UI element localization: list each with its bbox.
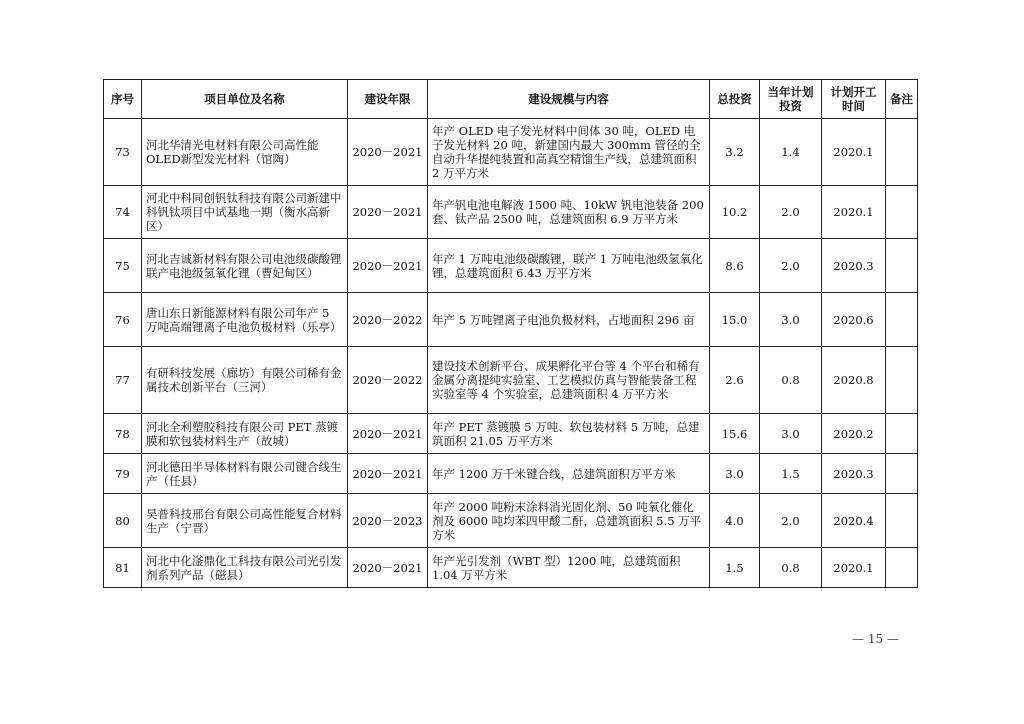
table-row	[104, 414, 918, 454]
table-row	[104, 548, 918, 588]
cell-no: 79	[104, 454, 142, 494]
cell-no: 77	[104, 347, 142, 414]
cell-unit: 河北吉诚新材料有限公司电池级碳酸锂联产电池级氢氧化锂（曹妃甸区）	[142, 239, 348, 293]
cell-content: 年产光引发剂（WBT 型）1200 吨，总建筑面积 1.04 万平方米	[428, 548, 710, 588]
cell-year-plan: 0.8	[760, 548, 822, 588]
cell-start: 2020.1	[822, 186, 886, 239]
cell-no: 75	[104, 239, 142, 293]
cell-years: 2020－2021	[348, 186, 428, 239]
header-total: 总投资	[710, 80, 760, 119]
cell-note	[886, 414, 918, 454]
cell-total: 15.0	[710, 293, 760, 347]
cell-start: 2020.8	[822, 347, 886, 414]
cell-years: 2020－2022	[348, 347, 428, 414]
cell-start: 2020.3	[822, 454, 886, 494]
cell-year-plan: 2.0	[760, 239, 822, 293]
cell-unit: 河北德田半导体材料有限公司键合线生产（任县）	[142, 454, 348, 494]
header-no: 序号	[104, 80, 142, 119]
cell-content: 年产 PET 蒸镀膜 5 万吨、软包装材料 5 万吨，总建筑面积 21.05 万平方米	[428, 414, 710, 454]
cell-years: 2020－2021	[348, 548, 428, 588]
cell-no: 73	[104, 119, 142, 186]
table-row	[104, 186, 918, 239]
cell-year-plan: 0.8	[760, 347, 822, 414]
cell-note	[886, 454, 918, 494]
header-years: 建设年限	[348, 80, 428, 119]
cell-note	[886, 548, 918, 588]
page-number: — 15 —	[852, 632, 899, 646]
cell-note	[886, 119, 918, 186]
table-row	[104, 239, 918, 293]
cell-total: 4.0	[710, 494, 760, 548]
header-note: 备注	[886, 80, 918, 119]
cell-total: 15.6	[710, 414, 760, 454]
cell-note	[886, 186, 918, 239]
cell-no: 76	[104, 293, 142, 347]
cell-year-plan: 3.0	[760, 414, 822, 454]
table-row	[104, 119, 918, 186]
cell-years: 2020－2021	[348, 414, 428, 454]
cell-years: 2020－2021	[348, 119, 428, 186]
header-unit: 项目单位及名称	[142, 80, 348, 119]
table-row	[104, 293, 918, 347]
cell-years: 2020－2022	[348, 293, 428, 347]
cell-content: 年产 1 万吨电池级碳酸锂，联产 1 万吨电池级氢氧化锂，总建筑面积 6.43 万平方米	[428, 239, 710, 293]
cell-note	[886, 347, 918, 414]
cell-total: 2.6	[710, 347, 760, 414]
cell-total: 10.2	[710, 186, 760, 239]
cell-total: 8.6	[710, 239, 760, 293]
cell-start: 2020.1	[822, 548, 886, 588]
header-year-plan: 当年计划投资	[760, 80, 822, 119]
cell-year-plan: 2.0	[760, 494, 822, 548]
cell-year-plan: 1.4	[760, 119, 822, 186]
cell-start: 2020.3	[822, 239, 886, 293]
cell-no: 80	[104, 494, 142, 548]
cell-start: 2020.6	[822, 293, 886, 347]
header-content: 建设规模与内容	[428, 80, 710, 119]
cell-unit: 河北华清光电材料有限公司高性能OLED新型发光材料（馆陶）	[142, 119, 348, 186]
cell-year-plan: 2.0	[760, 186, 822, 239]
cell-content: 年产 OLED 电子发光材料中间体 30 吨，OLED 电子发光材料 20 吨，新建国内最大 300mm 管径的全自动升华提纯装置和高真空精馏生产线，总建筑面积 2 万平方米	[428, 119, 710, 186]
table-row	[104, 454, 918, 494]
table-row	[104, 347, 918, 414]
table-row	[104, 494, 918, 548]
cell-note	[886, 494, 918, 548]
cell-total: 3.2	[710, 119, 760, 186]
cell-content: 建设技术创新平台、成果孵化平台等 4 个平台和稀有金属分离提纯实验室、工艺模拟仿真与智能装备工程实验室等 4 个实验室，总建筑面积 4 万平方米	[428, 347, 710, 414]
cell-content: 年产 1200 万千米键合线，总建筑面积万平方米	[428, 454, 710, 494]
cell-year-plan: 1.5	[760, 454, 822, 494]
cell-year-plan: 3.0	[760, 293, 822, 347]
cell-total: 1.5	[710, 548, 760, 588]
cell-years: 2020－2021	[348, 239, 428, 293]
cell-years: 2020－2023	[348, 494, 428, 548]
cell-content: 年产 2000 吨粉末涂料消光固化剂、50 吨氧化催化剂及 6000 吨均苯四甲酸二酐，总建筑面积 5.5 万平方米	[428, 494, 710, 548]
cell-unit: 有研科技发展（廊坊）有限公司稀有金属技术创新平台（三河）	[142, 347, 348, 414]
cell-no: 78	[104, 414, 142, 454]
cell-unit: 昊普科技邢台有限公司高性能复合材料生产（宁晋）	[142, 494, 348, 548]
cell-unit: 河北中化滏鼎化工科技有限公司光引发剂系列产品（磁县）	[142, 548, 348, 588]
cell-total: 3.0	[710, 454, 760, 494]
cell-start: 2020.4	[822, 494, 886, 548]
header-start: 计划开工时间	[822, 80, 886, 119]
cell-start: 2020.1	[822, 119, 886, 186]
project-table	[103, 79, 918, 588]
cell-note	[886, 239, 918, 293]
cell-content: 年产 5 万吨锂离子电池负极材料，占地面积 296 亩	[428, 293, 710, 347]
cell-no: 74	[104, 186, 142, 239]
cell-unit: 河北全利塑胶科技有限公司 PET 蒸镀膜和软包装材料生产（故城）	[142, 414, 348, 454]
cell-no: 81	[104, 548, 142, 588]
cell-unit: 河北中科同创钒钛科技有限公司新建中科钒钛项目中试基地一期（衡水高新区）	[142, 186, 348, 239]
header-row	[104, 80, 918, 119]
cell-note	[886, 293, 918, 347]
cell-start: 2020.2	[822, 414, 886, 454]
cell-content: 年产钒电池电解液 1500 吨、10kW 钒电池装备 200 套、钛产品 2500 吨，总建筑面积 6.9 万平方米	[428, 186, 710, 239]
cell-unit: 唐山东日新能源材料有限公司年产 5 万吨高端锂离子电池负极材料（乐亭）	[142, 293, 348, 347]
cell-years: 2020－2021	[348, 454, 428, 494]
